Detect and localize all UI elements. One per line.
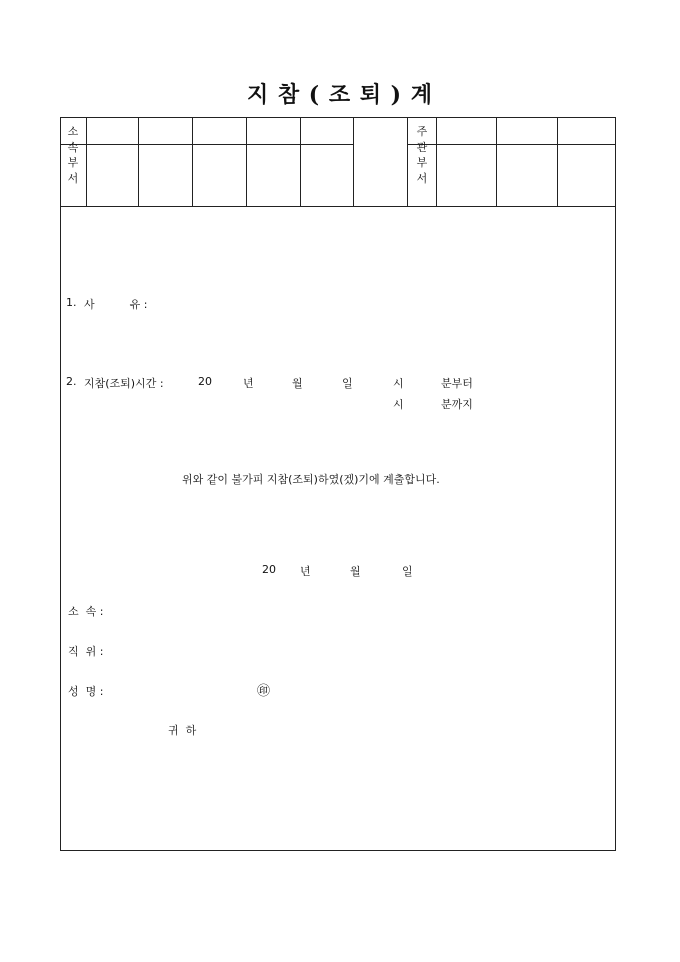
header-col-line — [436, 117, 437, 206]
header-col-line — [192, 117, 193, 206]
time-year: 년 — [243, 377, 254, 390]
date-month: 월 — [350, 565, 361, 578]
header-col-line — [86, 117, 87, 206]
affiliation-dept-label: 소 속 부 서 — [67, 125, 79, 185]
header-bottom-line — [60, 206, 616, 207]
name-label: 성 명 : — [68, 685, 104, 698]
time-number: 2. — [66, 375, 77, 388]
header-row-divider-right — [407, 144, 616, 145]
header-col-line — [138, 117, 139, 206]
time-month: 월 — [292, 377, 303, 390]
document-title: 지 참 ( 조 퇴 ) 계 — [246, 82, 434, 108]
header-col-line — [496, 117, 497, 206]
managing-dept-label: 주 관 부 서 — [416, 125, 428, 185]
time-year-prefix: 20 — [198, 375, 212, 388]
time-hour-to: 시 — [393, 398, 404, 411]
header-col-line — [300, 117, 301, 206]
date-day: 일 — [402, 565, 413, 578]
time-day: 일 — [342, 377, 353, 390]
header-row-divider-left — [60, 144, 353, 145]
header-col-line — [353, 117, 354, 206]
time-minute-from: 분부터 — [441, 377, 473, 390]
time-label: 지참(조퇴)시간 : — [84, 377, 164, 390]
date-year-prefix: 20 — [262, 563, 276, 576]
seal-mark: ㊞ — [257, 684, 271, 699]
statement-text: 위와 같이 불가피 지참(조퇴)하였(겠)기에 계출합니다. — [182, 473, 440, 486]
addressee-label: 귀 하 — [168, 724, 197, 737]
header-col-line — [557, 117, 558, 206]
date-year: 년 — [300, 565, 311, 578]
time-minute-to: 분까지 — [441, 398, 473, 411]
reason-number: 1. — [66, 296, 77, 309]
affiliation-label: 소 속 : — [68, 605, 104, 618]
position-label: 직 위 : — [68, 645, 104, 658]
reason-label: 사 유 : — [84, 298, 148, 311]
header-col-line — [246, 117, 247, 206]
time-hour-from: 시 — [393, 377, 404, 390]
